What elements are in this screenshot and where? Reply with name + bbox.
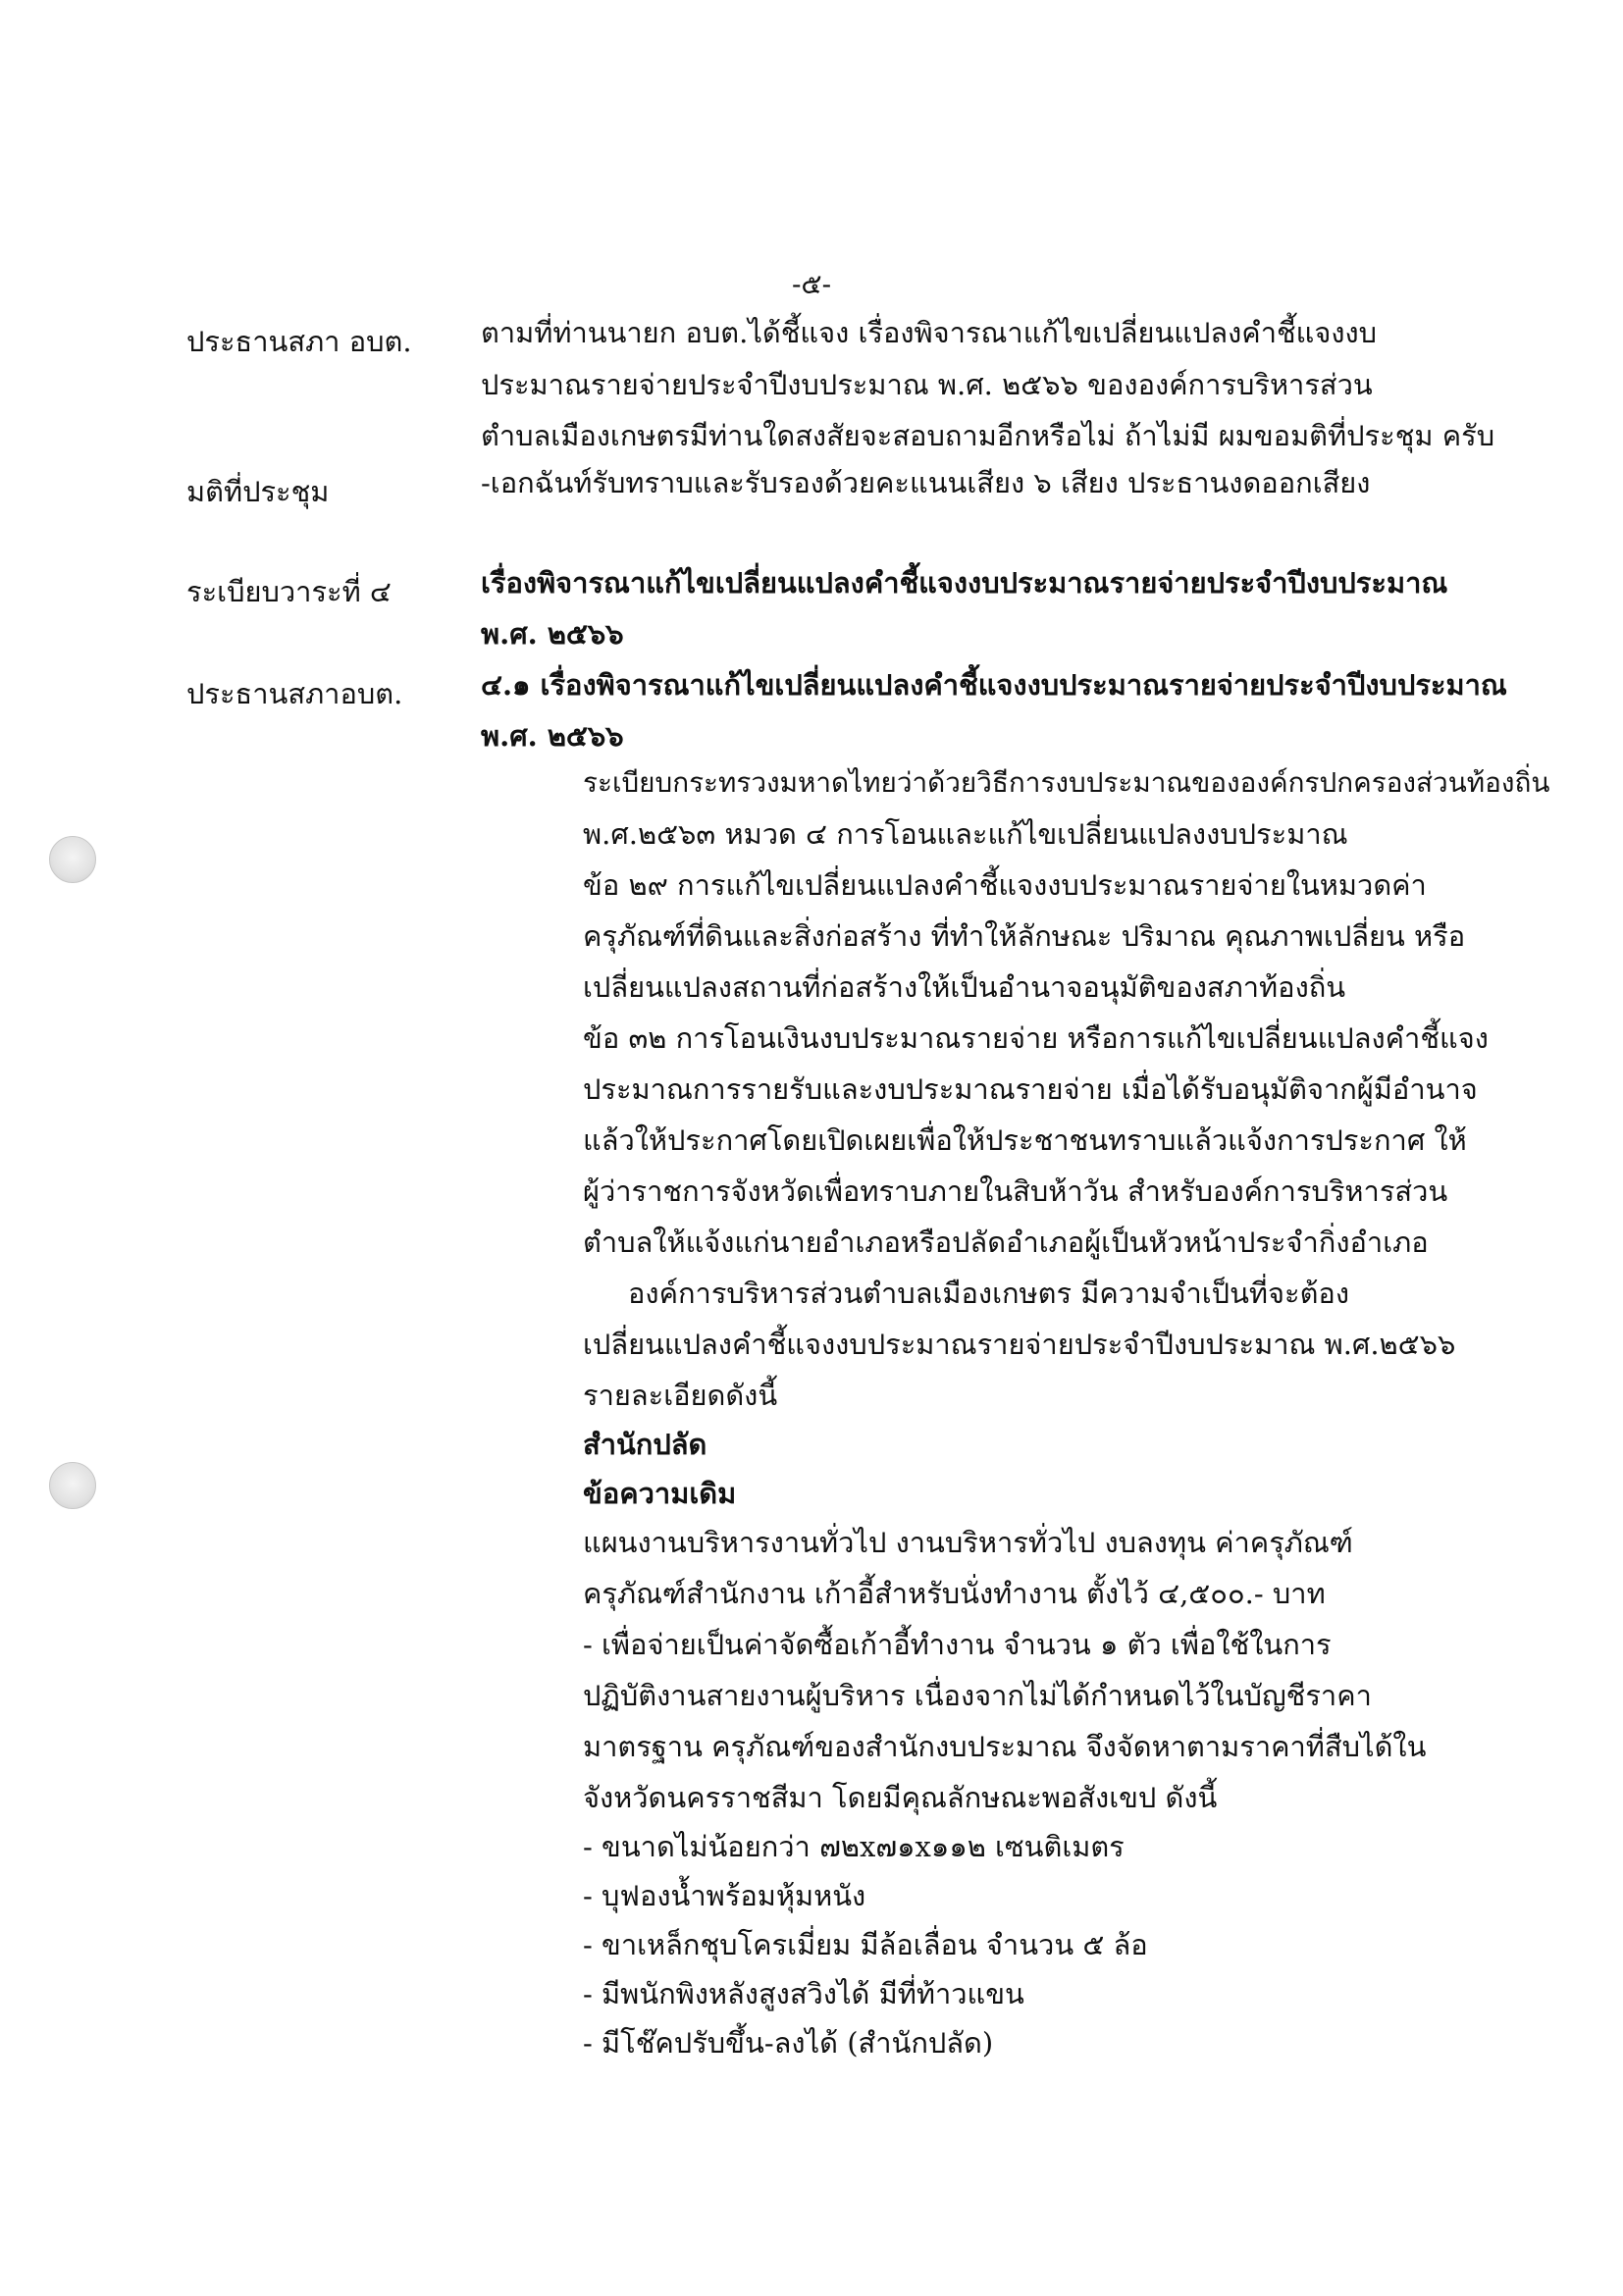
resolution-label: มติที่ประชุม	[186, 475, 330, 508]
spec-item: - มีโช๊คปรับขึ้น-ลงได้ (สำนักปลัด)	[583, 2026, 994, 2060]
body-line: เปลี่ยนแปลงคำชี้แจงงบประมาณรายจ่ายประจำปีงบประมาณ พ.ศ.๒๕๖๖	[583, 1328, 1456, 1361]
agenda-title: เรื่องพิจารณาแก้ไขเปลี่ยนแปลงคำชี้แจงงบประมาณรายจ่ายประจำปีงบประมาณ	[481, 566, 1448, 600]
text-line: ตำบลเมืองเกษตรมีท่านใดสงสัยจะสอบถามอีกหรือไม่ ถ้าไม่มี ผมขอมติที่ประชุม ครับ	[481, 419, 1495, 452]
text-line: ประมาณรายจ่ายประจำปีงบประมาณ พ.ศ. ๒๕๖๖ ขององค์การบริหารส่วน	[481, 368, 1373, 401]
body-line: ผู้ว่าราชการจังหวัดเพื่อทราบภายในสิบห้าวัน สำหรับองค์การบริหารส่วน	[583, 1174, 1448, 1208]
speaker-label: ประธานสภาอบต.	[186, 677, 403, 710]
punch-hole-top	[49, 836, 96, 883]
body-line: รายละเอียดดังนี้	[583, 1379, 778, 1412]
body-line: ประมาณการรายรับและงบประมาณรายจ่าย เมื่อได้รับอนุมัติจากผู้มีอำนาจ	[583, 1072, 1478, 1106]
body-line: มาตรฐาน ครุภัณฑ์ของสำนักงบประมาณ จึงจัดหาตามราคาที่สืบได้ใน	[583, 1730, 1427, 1763]
text-line: ตามที่ท่านนายก อบต.ได้ชี้แจง เรื่องพิจารณาแก้ไขเปลี่ยนแปลงคำชี้แจงงบ	[481, 316, 1378, 349]
spec-item: - บุฟองน้ำพร้อมหุ้มหนัง	[583, 1879, 866, 1912]
body-line: เปลี่ยนแปลงสถานที่ก่อสร้างให้เป็นอำนาจอนุมัติของสภาท้องถิ่น	[583, 970, 1346, 1004]
body-line: องค์การบริหารส่วนตำบลเมืองเกษตร มีความจำเป็นที่จะต้อง	[628, 1277, 1349, 1310]
page-number: -๕-	[791, 268, 832, 300]
body-line: แผนงานบริหารงานทั่วไป งานบริหารทั่วไป งบลงทุน ค่าครุภัณฑ์	[583, 1526, 1353, 1559]
spec-item: - ขาเหล็กชุบโครเมี่ยม มีล้อเลื่อน จำนวน ๕ ล้อ	[583, 1928, 1148, 1961]
agenda-label: ระเบียบวาระที่ ๔	[186, 575, 392, 608]
agenda-title: พ.ศ. ๒๕๖๖	[481, 617, 624, 651]
text-line: -เอกฉันท์รับทราบและรับรองด้วยคะแนนเสียง ๖ เสียง ประธานงดออกเสียง	[481, 466, 1371, 499]
body-line: จังหวัดนครราชสีมา โดยมีคุณลักษณะพอสังเขป ดังนี้	[583, 1781, 1218, 1814]
department-heading: สำนักปลัด	[583, 1428, 707, 1461]
body-line: - เพื่อจ่ายเป็นค่าจัดซื้อเก้าอี้ทำงาน จำนวน ๑ ตัว เพื่อใช้ในการ	[583, 1628, 1332, 1661]
body-line: พ.ศ.๒๕๖๓ หมวด ๔ การโอนและแก้ไขเปลี่ยนแปลงงบประมาณ	[583, 817, 1348, 851]
body-line: ปฏิบัติงานสายงานผู้บริหาร เนื่องจากไม่ได้กำหนดไว้ในบัญชีราคา	[583, 1679, 1372, 1712]
body-line: ตำบลให้แจ้งแก่นายอำเภอหรือปลัดอำเภอผู้เป็นหัวหน้าประจำกิ่งอำเภอ	[583, 1226, 1429, 1259]
body-line: ครุภัณฑ์ที่ดินและสิ่งก่อสร้าง ที่ทำให้ลักษณะ ปริมาณ คุณภาพเปลี่ยน หรือ	[583, 919, 1466, 953]
subtopic-title: ๔.๑ เรื่องพิจารณาแก้ไขเปลี่ยนแปลงคำชี้แจงงบประมาณรายจ่ายประจำปีงบประมาณ	[481, 668, 1507, 702]
subtopic-title: พ.ศ. ๒๕๖๖	[481, 719, 624, 753]
body-line: ครุภัณฑ์สำนักงาน เก้าอี้สำหรับนั่งทำงาน ตั้งไว้ ๔,๕๐๐.- บาท	[583, 1577, 1326, 1610]
speaker-label: ประธานสภา อบต.	[186, 325, 412, 358]
original-text-heading: ข้อความเดิม	[583, 1477, 737, 1510]
spec-item: - ขนาดไม่น้อยกว่า ๗๒x๗๑x๑๑๒ เซนติเมตร	[583, 1830, 1125, 1863]
body-line: ข้อ ๓๒ การโอนเงินงบประมาณรายจ่าย หรือการแก้ไขเปลี่ยนแปลงคำชี้แจง	[583, 1021, 1489, 1055]
body-line: ข้อ ๒๙ การแก้ไขเปลี่ยนแปลงคำชี้แจงงบประมาณรายจ่ายในหมวดค่า	[583, 868, 1427, 902]
body-line: ระเบียบกระทรวงมหาดไทยว่าด้วยวิธีการงบประมาณขององค์กรปกครองส่วนท้องถิ่น	[583, 766, 1550, 799]
punch-hole-bottom	[49, 1462, 96, 1509]
body-line: แล้วให้ประกาศโดยเปิดเผยเพื่อให้ประชาชนทราบแล้วแจ้งการประกาศ ให้	[583, 1123, 1467, 1157]
spec-item: - มีพนักพิงหลังสูงสวิงได้ มีที่ท้าวแขน	[583, 1977, 1024, 2010]
